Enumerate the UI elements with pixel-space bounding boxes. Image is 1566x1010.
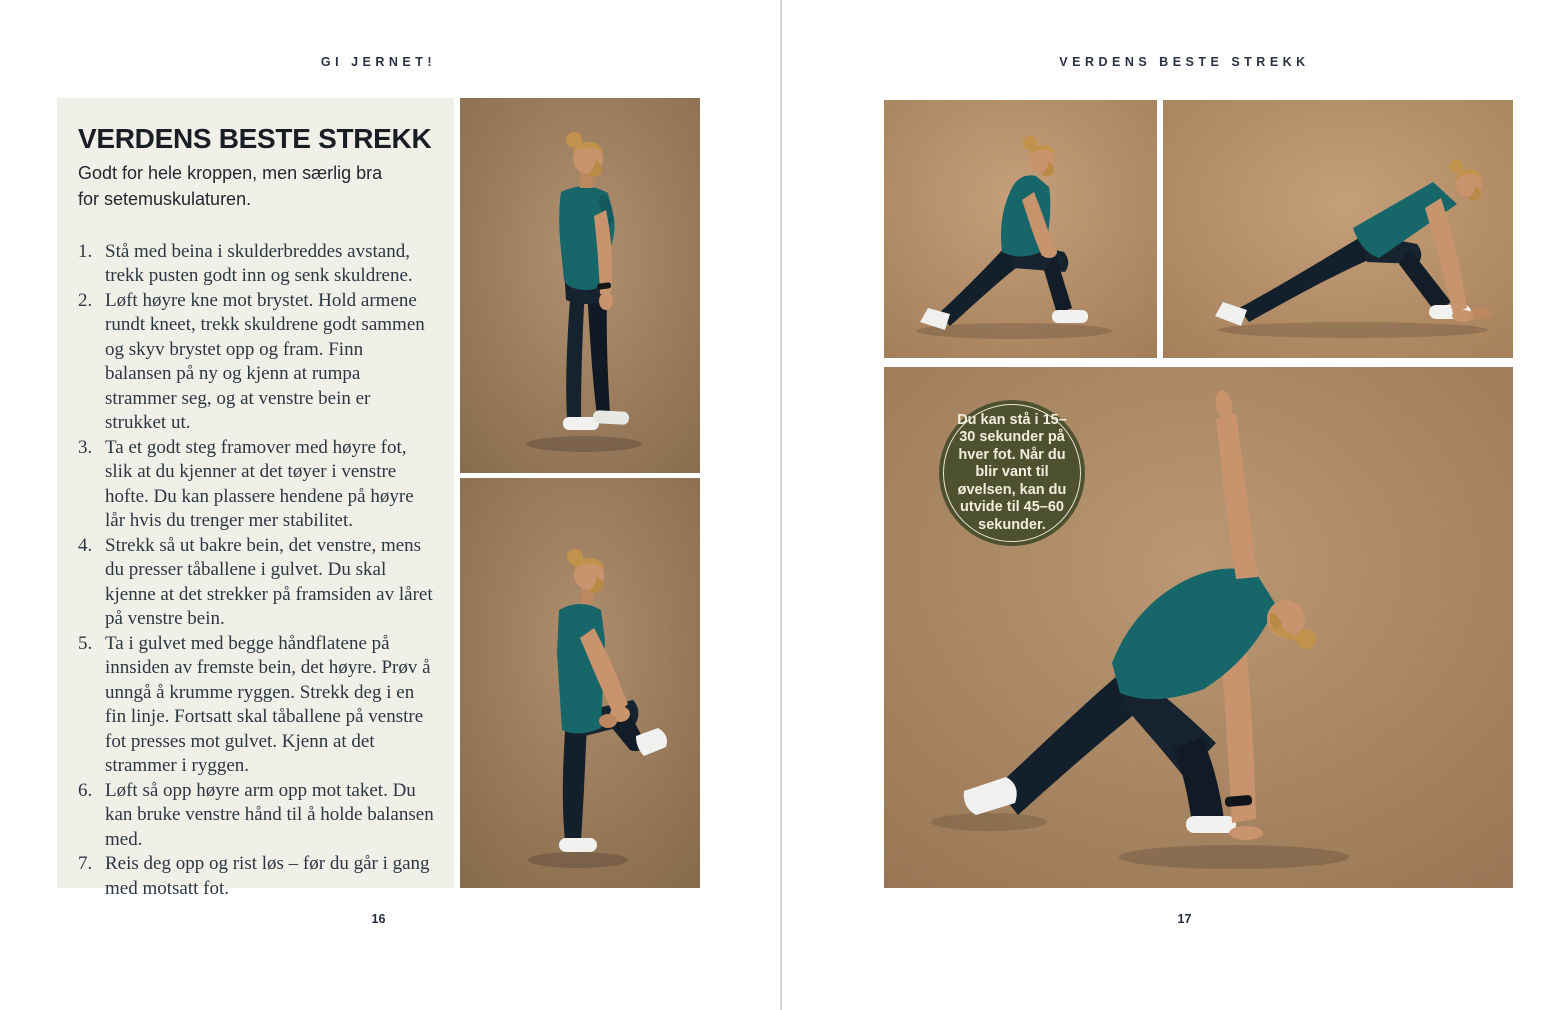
step-number: 5. [78, 632, 93, 654]
exercise-step [78, 534, 434, 632]
running-header-left: GI JERNET! [320, 55, 437, 69]
exercise-title: VERDENS BESTE STREKK [78, 123, 432, 154]
exercise-step [78, 240, 434, 289]
exercise-step [78, 779, 434, 853]
step-text: Løft høyre kne mot brystet. Hold armene rundt kneet, trekk skuldrene godt sammen og skyv brystet opp og fram. Finn balansen på ny og kjenn at rumpa strammer seg, og at venstre bein er strukket ut. [105, 289, 425, 434]
step-text: Løft så opp høyre arm opp mot taket. Du kan bruke venstre hånd til å holde balansen med. [105, 779, 434, 850]
page-number-right: 17 [1177, 912, 1192, 926]
step-text: Ta et godt steg framover med høyre fot, slik at du kjenner at det tøyer i venstre hofte. Du kan plassere hendene på høyre lår hvis du trenger mer stabilitet. [105, 436, 414, 532]
step-text: Reis deg opp og rist løs – før du går i gang med motsatt fot. [105, 853, 430, 899]
standing-pose-illustration [460, 98, 700, 473]
duration-badge-text: Du kan stå i 15–30 sekunder på hver fot. Når du blir vant til øvelsen, kan du utvide til 45–60 sekunder. [957, 411, 1067, 533]
step-text: Strekk så ut bakre bein, det venstre, mens du presser tåballene i gulvet. Du skal kjenne at det strekker på framsiden av låret på venstre bein. [105, 534, 433, 630]
exercise-intro: Godt for hele kroppen, men særlig bra for setemuskulaturen. [78, 163, 383, 210]
upright-lunge-photo [884, 100, 1157, 358]
step-number: 2. [78, 289, 93, 311]
running-header-right: VERDENS BESTE STREKK [1059, 55, 1310, 69]
exercise-step [78, 852, 434, 901]
standing-pose-photo [460, 98, 700, 473]
knee-hug-pose-illustration [460, 478, 700, 888]
knee-hug-pose-photo [460, 478, 700, 888]
exercise-info-box [57, 98, 454, 899]
exercise-step [78, 436, 434, 534]
step-number: 1. [78, 240, 93, 262]
exercise-step [78, 632, 434, 779]
page-right [783, 0, 1566, 1010]
forward-lunge-illustration [1163, 100, 1513, 358]
page-left [0, 0, 781, 1010]
step-number: 3. [78, 436, 93, 458]
upright-lunge-illustration [884, 100, 1157, 358]
page-number-left: 16 [371, 912, 386, 926]
exercise-step [78, 289, 434, 436]
page-gutter-divider [780, 0, 782, 1010]
forward-lunge-photo [1163, 100, 1513, 358]
exercise-steps-list [78, 240, 434, 902]
step-number: 4. [78, 534, 93, 556]
duration-badge [939, 400, 1085, 546]
step-number: 7. [78, 853, 93, 875]
step-text: Stå med beina i skulderbreddes avstand, trekk pusten godt inn og senk skuldrene. [105, 240, 413, 287]
step-text: Ta i gulvet med begge håndflatene på innsiden av fremste bein, det høyre. Prøv å unngå å krumme ryggen. Strekk deg i en fin linje. Fortsatt skal tåballene på venstre fot presses mot gulvet. Kjenn at det strammer i ryggen. [105, 632, 431, 777]
step-number: 6. [78, 779, 93, 801]
